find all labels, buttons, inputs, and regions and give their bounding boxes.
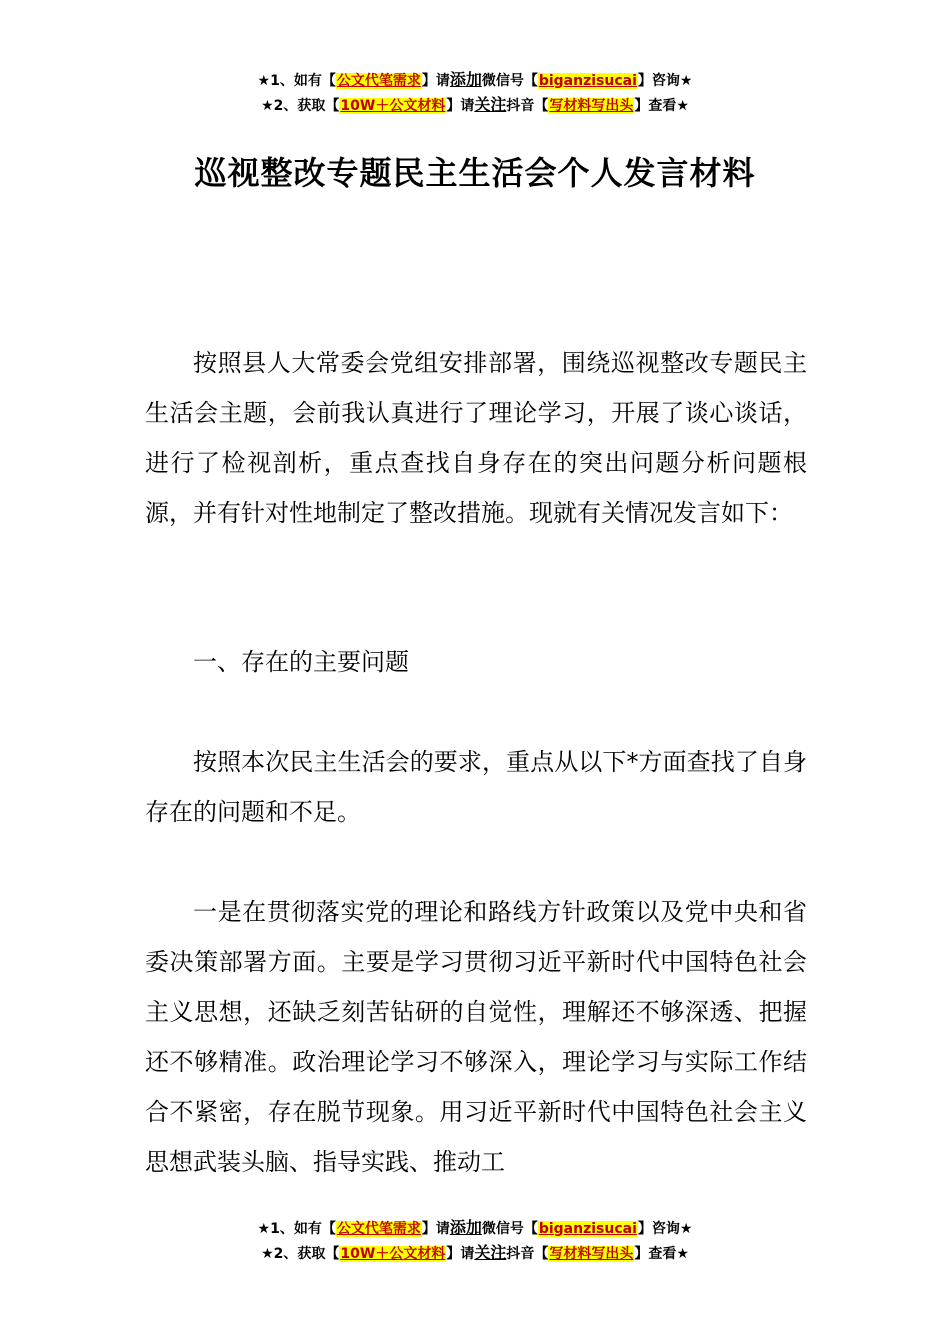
footer-banner-line-1: ★1、如有【公文代笔需求】请添加微信号【biganzisucai】咨询★ — [257, 1218, 693, 1237]
wechat-id-link[interactable]: biganzisucai — [538, 1221, 637, 1237]
footer-banner — [0, 1216, 950, 1266]
materials-link[interactable]: 10W＋公文材料 — [340, 1246, 446, 1262]
paragraph-requirement: 按照本次民主生活会的要求，重点从以下*方面查找了自身存在的问题和不足。 — [145, 748, 807, 826]
douyin-account-link[interactable]: 写材料写出头 — [549, 1246, 634, 1262]
section-heading-1: 一、存在的主要问题 — [193, 648, 409, 676]
paragraph-intro: 按照县人大常委会党组安排部署，围绕巡视整改专题民主生活会主题，会前我认真进行了理论学习，开展了谈心谈话，进行了检视剖析，重点查找自身存在的突出问题分析问题根源，并有针对性地制定了整改措施。现就有关情况发言如下： — [145, 349, 807, 527]
service-link[interactable]: 公文代笔需求 — [336, 73, 421, 89]
header-banner-line-1: ★1、如有【公文代笔需求】请添加微信号【biganzisucai】咨询★ — [257, 70, 693, 89]
wechat-id-link[interactable]: biganzisucai — [538, 73, 637, 89]
paragraph-point-1: 一是在贯彻落实党的理论和路线方针政策以及党中央和省委决策部署方面。主要是学习贯彻习近平新时代中国特色社会主义思想，还缺乏刻苦钻研的自觉性，理解还不够深透、把握还不够精准。政治理论学习不够深入，理论学习与实际工作结合不紧密，存在脱节现象。用习近平新时代中国特色社会主义思想武装头脑、指导实践、推动工 — [145, 898, 807, 1176]
header-banner — [0, 68, 950, 118]
header-banner-line-2: ★2、获取【10W＋公文材料】请关注抖音【写材料写出头】查看★ — [261, 95, 689, 114]
footer-banner-line-2: ★2、获取【10W＋公文材料】请关注抖音【写材料写出头】查看★ — [261, 1243, 689, 1262]
document-title: 巡视整改专题民主生活会个人发言材料 — [194, 154, 756, 192]
douyin-account-link[interactable]: 写材料写出头 — [549, 98, 634, 114]
materials-link[interactable]: 10W＋公文材料 — [340, 98, 446, 114]
service-link[interactable]: 公文代笔需求 — [336, 1221, 421, 1237]
